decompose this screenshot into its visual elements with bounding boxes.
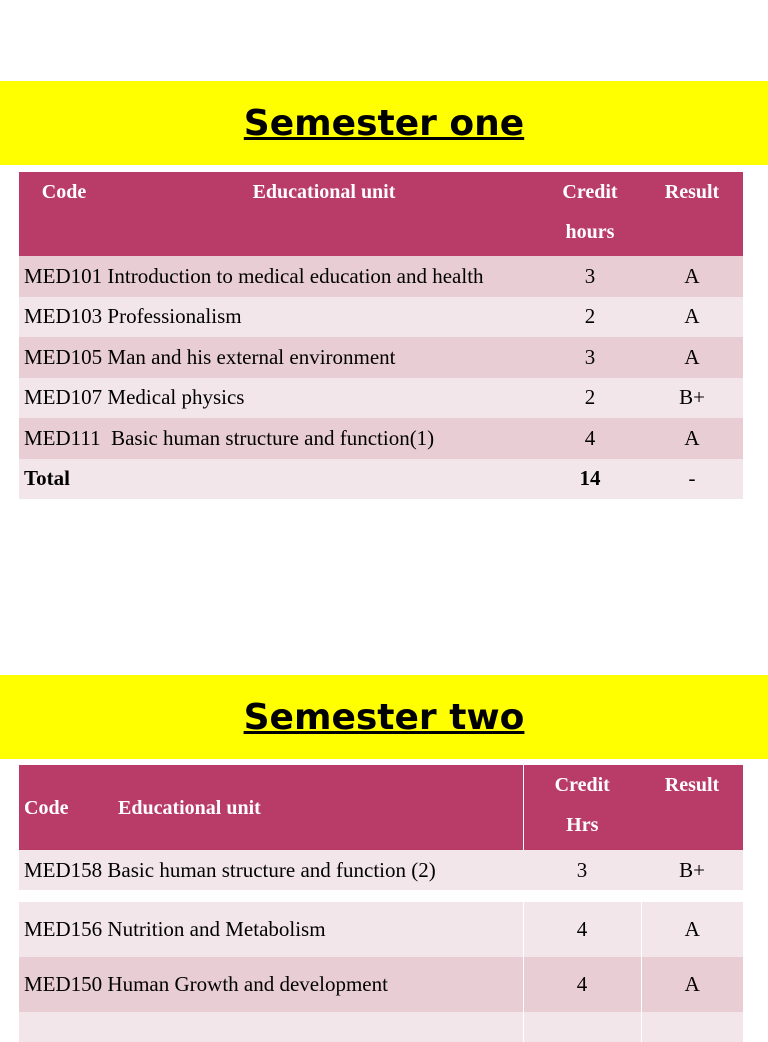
table-row xyxy=(19,337,743,378)
header-result: Result xyxy=(664,181,720,203)
result-cell: A xyxy=(684,425,700,450)
credit-cell: 4 xyxy=(523,902,641,957)
total-credit: 14 xyxy=(579,466,601,491)
table-row-partial xyxy=(19,1012,743,1042)
semester-two-title: Semester two xyxy=(243,696,525,738)
table-row xyxy=(19,297,743,338)
result-cell: A xyxy=(684,344,700,369)
header-code: Code xyxy=(24,796,69,819)
result-cell: A xyxy=(684,263,700,288)
course-cell: MED111 Basic human structure and function(1) xyxy=(24,425,435,450)
result-cell: B+ xyxy=(679,857,705,882)
credit-cell: 4 xyxy=(523,957,641,1012)
result-cell: A xyxy=(641,902,743,957)
table-row xyxy=(19,850,743,890)
course-cell: MED101 Introduction to medical education and health xyxy=(24,263,484,288)
semester-two-banner xyxy=(0,675,768,759)
table-row xyxy=(19,957,743,1012)
credit-cell: 2 xyxy=(584,385,596,410)
table-row xyxy=(19,902,743,957)
header-credit-hrs: Credit Hrs xyxy=(523,765,641,850)
course-cell: MED150 Human Growth and development xyxy=(24,972,388,996)
semester-one-title: Semester one xyxy=(243,102,525,144)
result-cell: A xyxy=(641,957,743,1012)
result-cell: B+ xyxy=(679,385,705,410)
total-label: Total xyxy=(24,466,70,491)
semester-two-table xyxy=(19,765,743,1042)
course-cell: MED103 Professionalism xyxy=(24,304,242,329)
semester-one-banner xyxy=(0,81,768,165)
course-cell: MED105 Man and his external environment xyxy=(24,344,396,369)
table-row xyxy=(19,418,743,459)
header-educational-unit: Educational unit xyxy=(118,796,261,819)
result-cell: A xyxy=(684,304,700,329)
row-spacer xyxy=(19,890,743,902)
header-result: Result xyxy=(664,774,720,796)
course-cell: MED156 Nutrition and Metabolism xyxy=(24,917,326,941)
header-educational-unit: Educational unit xyxy=(252,181,396,203)
credit-cell: 2 xyxy=(584,304,596,329)
credit-cell: 3 xyxy=(584,263,596,288)
total-row xyxy=(19,459,743,500)
table-header-row xyxy=(19,172,743,256)
total-result: - xyxy=(688,466,696,491)
header-code: Code xyxy=(41,181,87,203)
credit-cell: 3 xyxy=(576,857,588,882)
header-credit-hours: Credit hours xyxy=(562,181,618,243)
table-row xyxy=(19,256,743,297)
table-header-row xyxy=(19,765,743,850)
semester-one-table xyxy=(19,172,743,499)
table-row xyxy=(19,378,743,419)
credit-cell: 3 xyxy=(584,344,596,369)
course-cell: MED107 Medical physics xyxy=(24,385,245,410)
credit-cell: 4 xyxy=(584,425,596,450)
course-cell: MED158 Basic human structure and function (2) xyxy=(24,857,436,882)
